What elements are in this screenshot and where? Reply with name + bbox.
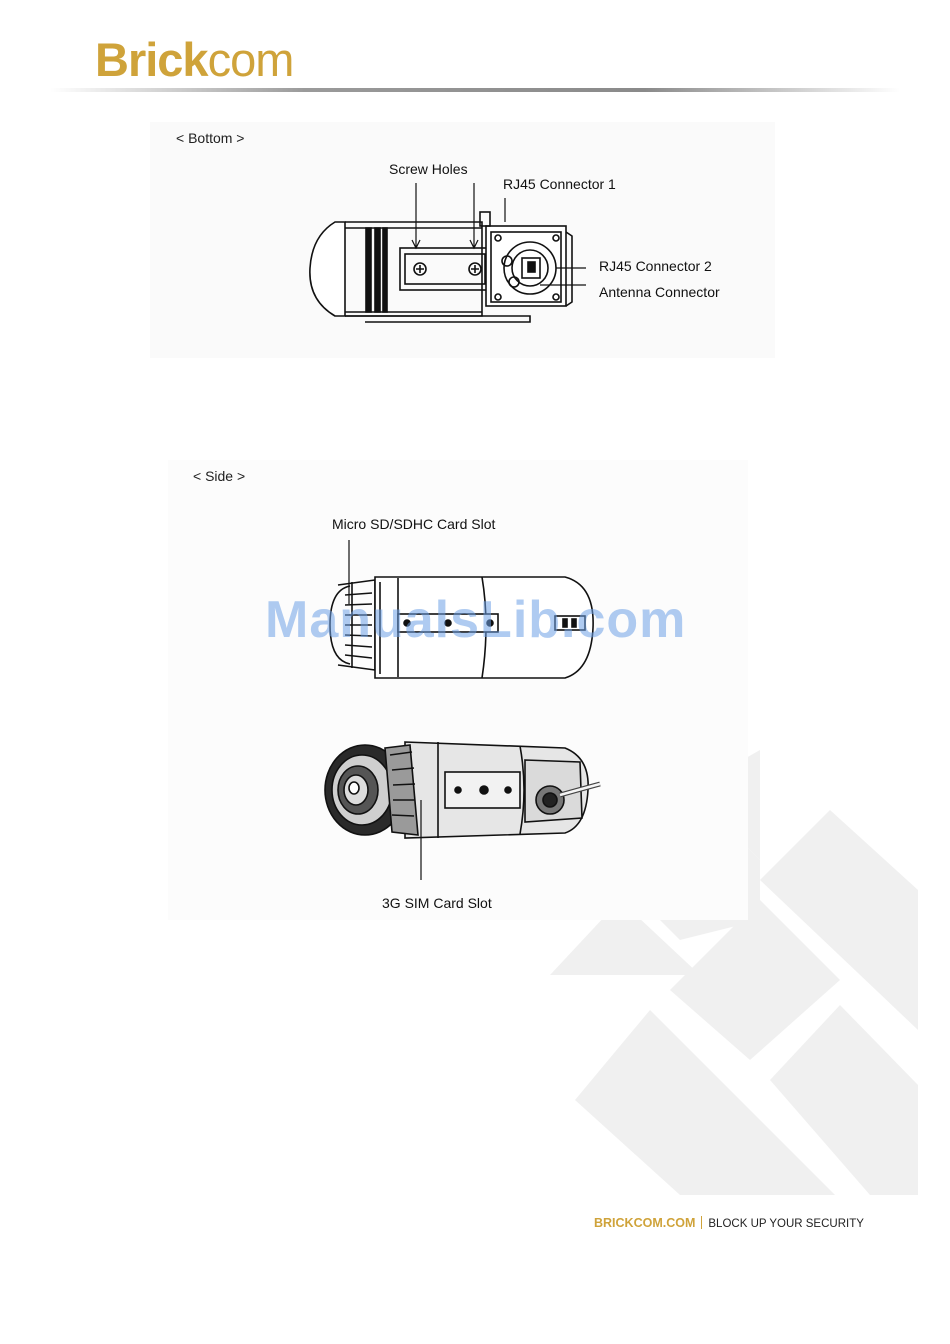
callout-rj45-connector-2: RJ45 Connector 2: [599, 258, 712, 274]
bottom-view-label: < Bottom >: [176, 130, 245, 146]
callout-micro-sd-slot: Micro SD/SDHC Card Slot: [332, 516, 496, 532]
bottom-view-camera-drawing: [310, 212, 572, 322]
logo-bold-text: Brick: [95, 33, 208, 86]
side-view-label: < Side >: [193, 468, 246, 484]
footer-separator: [701, 1216, 702, 1229]
footer: [594, 1216, 864, 1230]
callout-screw-holes: Screw Holes: [389, 161, 468, 177]
footer-site-link[interactable]: BRICKCOM.COM: [594, 1216, 696, 1230]
footer-tagline: BLOCK UP YOUR SECURITY: [708, 1218, 864, 1230]
side-view-camera-drawing-2: [325, 742, 600, 838]
callout-rj45-connector-1: RJ45 Connector 1: [503, 176, 616, 192]
manualslib-watermark: ManualsLib.com: [265, 591, 687, 649]
callout-antenna-connector: Antenna Connector: [599, 284, 720, 300]
callout-sim-card-slot: 3G SIM Card Slot: [382, 895, 492, 911]
logo-light-text: com: [207, 33, 294, 86]
